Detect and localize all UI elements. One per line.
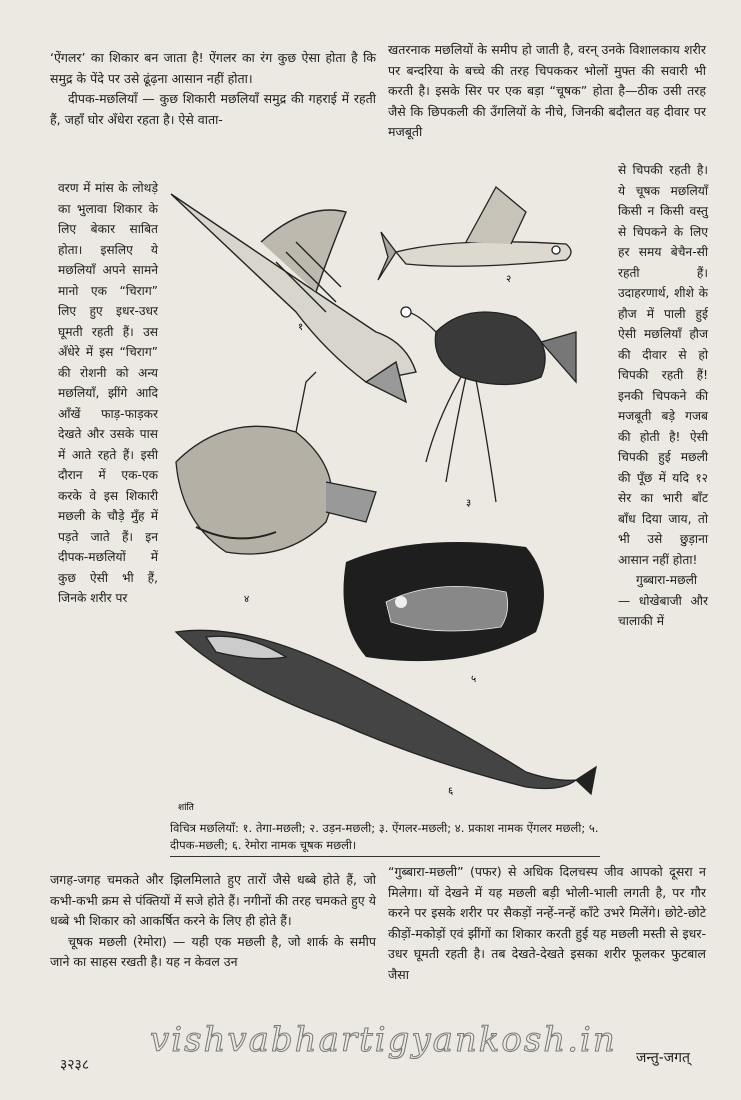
fig-label-4: ४ — [244, 594, 250, 605]
paragraph-balloon-fish-intro: गुब्बारा-मछली — धोखेबाजी और चालाकी में — [618, 573, 708, 628]
caption-divider — [170, 856, 600, 857]
page-number: ३२३८ — [60, 1057, 90, 1073]
light-angler-drawing — [176, 372, 376, 554]
paragraph-spots: जगह-जगह चमकते और झिलमिलाते हुए तारों जैसे धब्बे होते हैं, जो कभी-कभी क्रम से पंक्तियों में सजे होते हैं। नगीनों की तरह चमकते हुए ये धब्बे भी शिकार को आकर्षित करने के लिए ही होते हैं। — [50, 872, 376, 928]
paragraph-suction-fish: से चिपकी रहती है। ये चूषक मछलियाँ किसी न किसी वस्तु से चिपकने के लिए हर समय बेचैन-सी रहती हैं। उदाहरणार्थ, शीशे के हौज में पाली हुई ऐसी मछलियाँ हौज की दीवार से हो चिपकी रहती हैं! इनकी चिपकने की मजबूती बड़े गजब की होती है! ऐसी चिपकी हुई मछली की पूँछ में यदि १२ सेर का भारी बाँट बाँध दिया जाय, तो भी उसे छुड़ाना आसान नहीं होता! — [618, 163, 708, 567]
paragraph-angler-end: ‘ऐंगलर’ का शिकार बन जाता है! ऐंगलर का रंग कुछ ऐसा होता है कि समुद्र के पेंदे पर उसे ढूंढ़ना आसान नहीं होता। — [50, 50, 376, 86]
fig-label-6: ६ — [448, 786, 454, 797]
watermark: vishvabhartigyankosh.in — [150, 1020, 617, 1060]
right-column-top — [388, 40, 706, 143]
fish-illustration — [166, 182, 606, 822]
section-title: जन्तु-जगत् — [636, 1050, 690, 1066]
figure-caption: विचित्र मछलियाँ: १. तेगा-मछली; २. उड़न-मछली; ३. ऐंगलर-मछली; ४. प्रकाश नामक ऐंगलर मछली; ५. दीपक-मछली; ६. रेमोरा नामक चूषक मछली। — [170, 821, 599, 852]
fig-label-3: ३ — [466, 498, 472, 509]
paragraph-remora-body: खतरनाक मछलियों के समीप हो जाती है, वरन् उनके विशालकाय शरीर पर बन्दरिया के बच्चे की तरह चिपककर भोलों मुफ्त की सवारी भी करती है। इसके सिर पर एक बड़ा “चूषक” होता है—ठीक उसी तरह जैसे कि छिपकली की उँगलियों के नीचे, जिनकी बदौलत वह दीवार पर मजबूती — [388, 42, 706, 139]
left-column-bottom — [50, 870, 376, 973]
left-column-top — [50, 48, 376, 130]
right-column-bottom — [388, 862, 706, 985]
fig-label-5: ५ — [471, 674, 477, 685]
left-column-narrow — [58, 178, 158, 609]
flying-fish-drawing — [378, 187, 571, 280]
lantern-fish-drawing — [344, 542, 545, 661]
swordfish-drawing — [171, 194, 416, 402]
paragraph-lantern-fish: दीपक-मछलियाँ — कुछ शिकारी मछलियाँ समुद्र की गहराई में रहती हैं, जहाँ घोर अँधेरा रहता है। ऐसे वाता- — [50, 91, 376, 127]
paragraph-lantern-continued: वरण में मांस के लोथड़े का भुलावा शिकार के लिए बेकार साबित होता। इसलिए ये मछलियाँ अपने सामने मानो एक “चिराग” लिए हुए इधर-उधर घूमती रहती हैं। उस अँधेरे में इस “चिराग” की रोशनी को अन्य मछलियाँ, झींगे आदि आँखें फाड़-फाड़कर देखते और उसके पास में आते रहते हैं। इसी दौरान में एक-एक करके वे इस शिकारी मछली के चौड़े मुँह में पड़ते जाते हैं। इन दीपक-मछलियों में कुछ ऐसी भी हैं, जिनके शरीर पर — [58, 181, 158, 605]
paragraph-puffer: “गुब्बारा-मछली” (पफर) से अधिक दिलचस्प जीव आपको दूसरा न मिलेगा। यों देखने में यह मछली बड़ी भोली-भाली लगती है, पर गौर करने पर इसके शरीर पर सैकड़ों नन्हें-नन्हें काँटे उभरे मिलेंगे। छोटे-छोटे कीड़ों-मकोड़ों एवं झींगों का शिकार करती हुई यह मछली मस्ती से इधर-उधर घूमती रहती है। तब देखते-देखते इसका शरीर फूलकर फुटबाल जैसा — [388, 864, 706, 982]
right-column-narrow — [618, 160, 708, 632]
figure-signature: शांति — [178, 803, 194, 813]
angler-fish-drawing — [401, 307, 576, 502]
paragraph-remora: चूषक मछली (रेमोरा) — यही एक मछली है, जो शार्क के समीप जाने का साहस रखती है। यह न केवल उन — [50, 933, 376, 969]
fig-label-2: २ — [506, 274, 512, 285]
fig-label-1: १ — [298, 322, 304, 333]
